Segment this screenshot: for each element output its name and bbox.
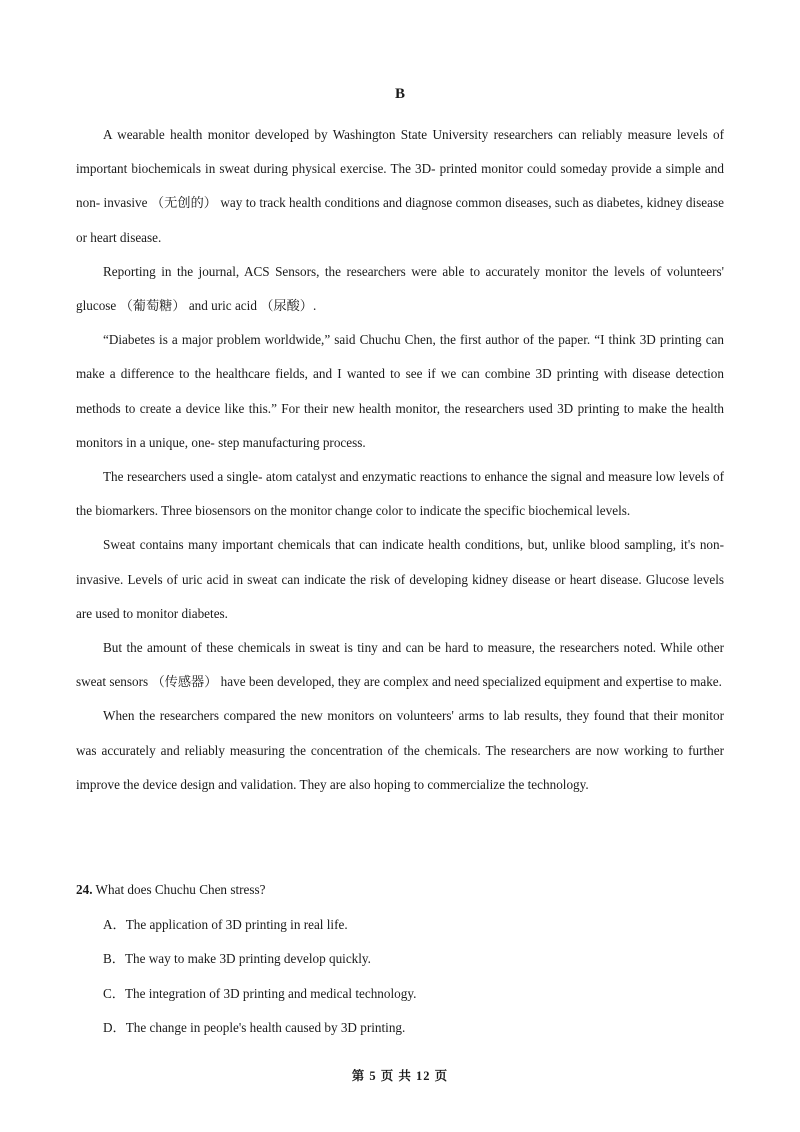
question-text: What does Chuchu Chen stress? <box>95 882 266 897</box>
question-number: 24. <box>76 882 93 897</box>
option-c[interactable]: C．The integration of 3D printing and medical technology. <box>103 985 417 1001</box>
option-a[interactable]: A．The application of 3D printing in real life. <box>103 916 348 932</box>
passage-paragraph: Sweat contains many important chemicals that can indicate health conditions, but, unlike blood sampling, it's non- invasive. Levels of uric acid in sweat can indicate the risk of developing kidney disease or heart disease. Glucose levels are used to monitor diabetes. <box>76 537 724 621</box>
question-24 <box>76 873 724 1046</box>
passage-paragraph: A wearable health monitor developed by Washington State University researchers can reliably measure levels of important biochemicals in sweat during physical exercise. The 3D- printed monitor could someday provide a simple and non- invasive （无创的） way to track health conditions and diagnose common diseases, such as diabetes, kidney disease or heart disease. <box>76 127 724 245</box>
passage-paragraph: Reporting in the journal, ACS Sensors, the researchers were able to accurately monitor the levels of volunteers' glucose （葡萄糖） and uric acid （尿酸）. <box>76 263 724 314</box>
question-stem <box>76 873 724 908</box>
passage-paragraph: When the researchers compared the new monitors on volunteers' arms to lab results, they found that their monitor was accurately and reliably measuring the concentration of the chemicals. The researchers are now working to further improve the device design and validation. They are also hoping to commercialize the technology. <box>76 708 724 792</box>
passage-paragraph: “Diabetes is a major problem worldwide,” said Chuchu Chen, the first author of the paper. “I think 3D printing can make a difference to the healthcare fields, and I wanted to see if we can combine 3D printing with disease detection methods to create a device like this.” For their new health monitor, the researchers used 3D printing to make the health monitors in a unique, one- step manufacturing process. <box>76 332 724 450</box>
section-heading: B <box>394 86 405 102</box>
reading-passage <box>76 118 724 802</box>
page-footer: 第 5 页 共 12 页 <box>351 1069 449 1083</box>
option-d[interactable]: D．The change in people's health caused by 3D printing. <box>103 1020 406 1035</box>
option-b[interactable]: B．The way to make 3D printing develop quickly. <box>103 951 371 966</box>
passage-paragraph: The researchers used a single- atom catalyst and enzymatic reactions to enhance the signal and measure low levels of the biomarkers. Three biosensors on the monitor change color to indicate the specific biochemical levels. <box>76 469 724 519</box>
passage-paragraph: But the amount of these chemicals in sweat is tiny and can be hard to measure, the researchers noted. While other sweat sensors （传感器） have been developed, they are complex and need specialized equipment and expertise to make. <box>76 640 724 690</box>
answer-options <box>76 908 724 1046</box>
